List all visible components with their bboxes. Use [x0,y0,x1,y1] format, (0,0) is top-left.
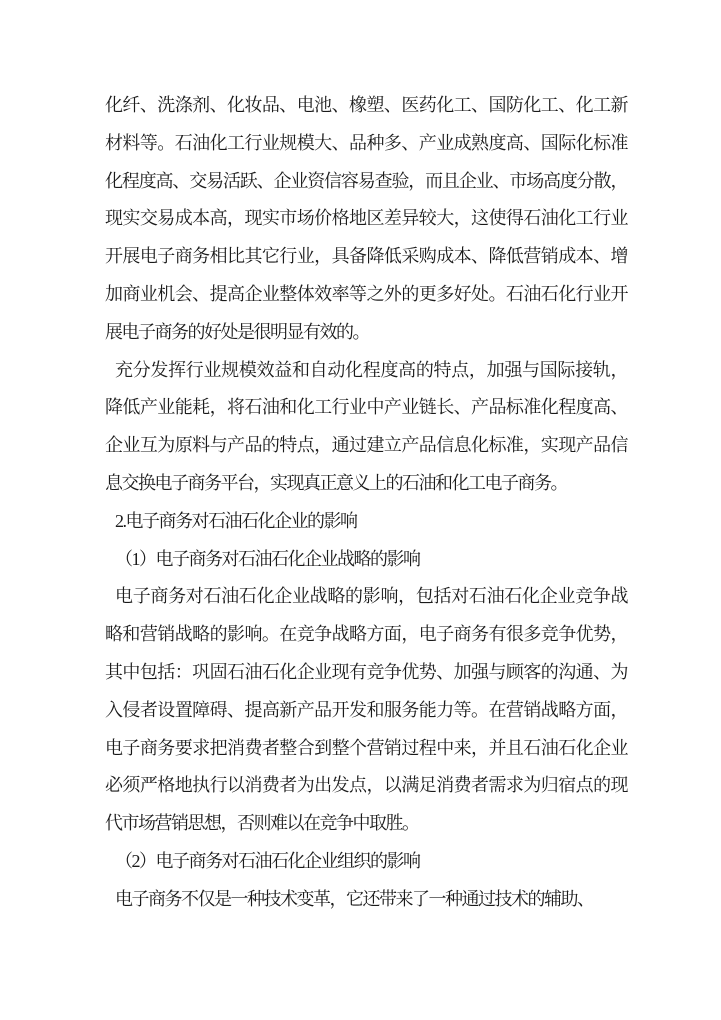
text-line: 电子商务要求把消费者整合到整个营销过程中来，并且石油石化企业 [105,737,627,758]
text-line: 入侵者设置障碍、提高新产品开发和服务能力等。在营销战略方面， [105,699,627,720]
text-line: 代市场营销思想，否则难以在竞争中取胜。 [105,813,419,834]
paragraph-body [105,352,627,503]
text-line: 电子商务不仅是一种技术变革，它还带来了一种通过技术的辅助、 [115,888,594,909]
text-line: 息交换电子商务平台，实现真正意义上的石油和化工电子商务。 [105,472,567,493]
heading-sub-1 [105,541,627,579]
text-line: 加商业机会、提高企业整体效率等之外的更多好处。石油石化行业开 [105,283,627,304]
text-line: 电子商务对石油石化企业战略的影响，包括对石油石化企业竞争战 [115,586,627,607]
text-line: 材料等。石油化工行业规模大、品种多、产业成熟度高、国际化标准 [105,132,627,153]
text-line: 化程度高、交易活跃、企业资信容易查验，而且企业、市场高度分散， [105,170,627,191]
text-line: 充分发挥行业规模效益和自动化程度高的特点，加强与国际接轨， [115,359,627,380]
heading-sub-2 [105,843,627,881]
heading-line: （1）电子商务对石油石化企业战略的影响 [115,548,420,569]
heading-line: 2.电子商务对石油石化企业的影响 [115,510,357,531]
text-line: 企业互为原料与产品的特点，通过建立产品信息化标准，实现产品信 [105,435,627,456]
text-line: 必须严格地执行以消费者为出发点，以满足消费者需求为归宿点的现 [105,775,627,796]
paragraph-body [105,881,627,919]
paragraph-continuation [105,87,627,352]
text-line: 展电子商务的好处是很明显有效的。 [105,321,369,342]
document-page [105,87,627,919]
heading-line: （2）电子商务对石油石化企业组织的影响 [115,850,420,871]
text-line: 现实交易成本高，现实市场价格地区差异较大，这使得石油化工行业 [105,208,627,229]
text-line: 开展电子商务相比其它行业，具备降低采购成本、降低营销成本、增 [105,246,627,267]
text-line: 其中包括：巩固石油石化企业现有竞争优势、加强与顾客的沟通、为 [105,661,627,682]
text-line: 略和营销战略的影响。在竞争战略方面，电子商务有很多竞争优势， [105,624,627,645]
text-line: 化纤、洗涤剂、化妆品、电池、橡塑、医药化工、国防化工、化工新 [105,95,627,115]
paragraph-body [105,578,627,843]
text-line: 降低产业能耗，将石油和化工行业中产业链长、产品标准化程度高、 [105,397,627,418]
heading-section-2 [105,503,627,541]
